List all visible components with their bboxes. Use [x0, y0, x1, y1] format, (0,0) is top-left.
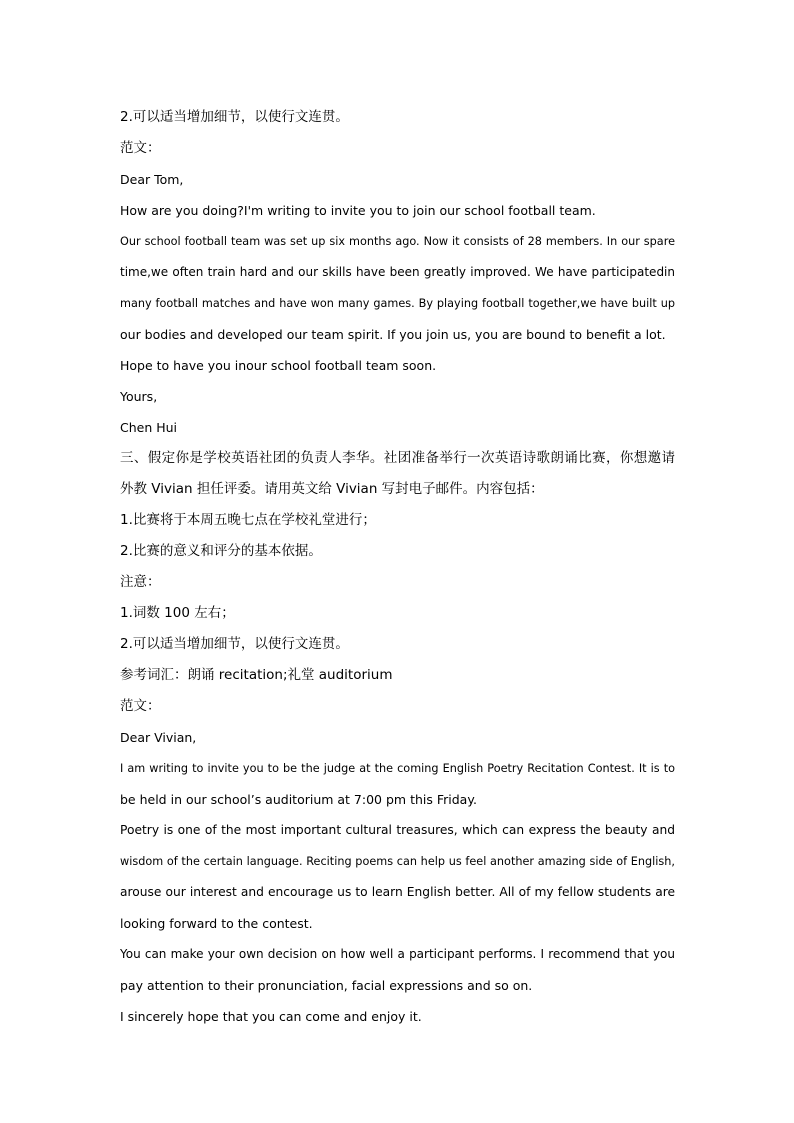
text-line: many football matches and have won many games. By playing football together,we have built up [120, 297, 675, 310]
text-line: our bodies and developed our team spirit. If you join us, you are bound to benefit a lot. [120, 327, 666, 342]
text-line: How are you doing?I'm writing to invite you to join our school football team. [120, 203, 596, 218]
text-line: You can make your own decision on how well a participant performs. I recommend that you [120, 947, 675, 961]
text-line: pay attention to their pronunciation, facial expressions and so on. [120, 978, 533, 993]
text-line: 1.比赛将于本周五晚七点在学校礼堂进行； [120, 512, 376, 528]
text-line: Hope to have you inour school football team soon. [120, 358, 437, 373]
text-line: 三、假定你是学校英语社团的负责人李华。社团准备举行一次英语诗歌朗诵比赛，你想邀请 [120, 450, 675, 466]
text-line: 外教 Vivian 担任评委。请用英文给 Vivian 写封电子邮件。内容包括： [120, 481, 544, 497]
text-line: wisdom of the certain language. Reciting poems can help us feel another amazing side of English, [120, 855, 675, 868]
text-line: looking forward to the contest. [120, 916, 313, 931]
text-line: 范文： [120, 698, 161, 714]
text-line: I am writing to invite you to be the judge at the coming English Poetry Recitation Contest. It is to [120, 762, 675, 775]
text-line: 1.词数 100 左右； [120, 605, 235, 621]
text-line: arouse our interest and encourage us to learn English better. All of my fellow students are [120, 885, 675, 899]
text-line: Poetry is one of the most important cultural treasures, which can express the beauty and [120, 823, 675, 837]
text-line: 注意： [120, 574, 161, 590]
text-line: Dear Vivian, [120, 730, 197, 745]
text-line: 2.可以适当增加细节，以使行文连贯。 [120, 636, 349, 652]
document-page [120, 102, 675, 1032]
text-line: 2.可以适当增加细节，以使行文连贯。 [120, 109, 349, 125]
text-line: Chen Hui [120, 420, 178, 435]
text-line: 范文： [120, 140, 161, 156]
text-line: Our school football team was set up six months ago. Now it consists of 28 members. In our spare [120, 235, 675, 248]
text-line: Yours, [120, 389, 158, 404]
text-line: be held in our school’s auditorium at 7:00 pm this Friday. [120, 792, 477, 807]
text-line: Dear Tom, [120, 172, 184, 187]
text-line: time,we often train hard and our skills have been greatly improved. We have participatedin [120, 265, 675, 279]
text-line: 2.比赛的意义和评分的基本依据。 [120, 543, 322, 559]
text-line: 参考词汇：朗诵 recitation;礼堂 auditorium [120, 667, 393, 683]
text-line: I sincerely hope that you can come and enjoy it. [120, 1009, 422, 1024]
